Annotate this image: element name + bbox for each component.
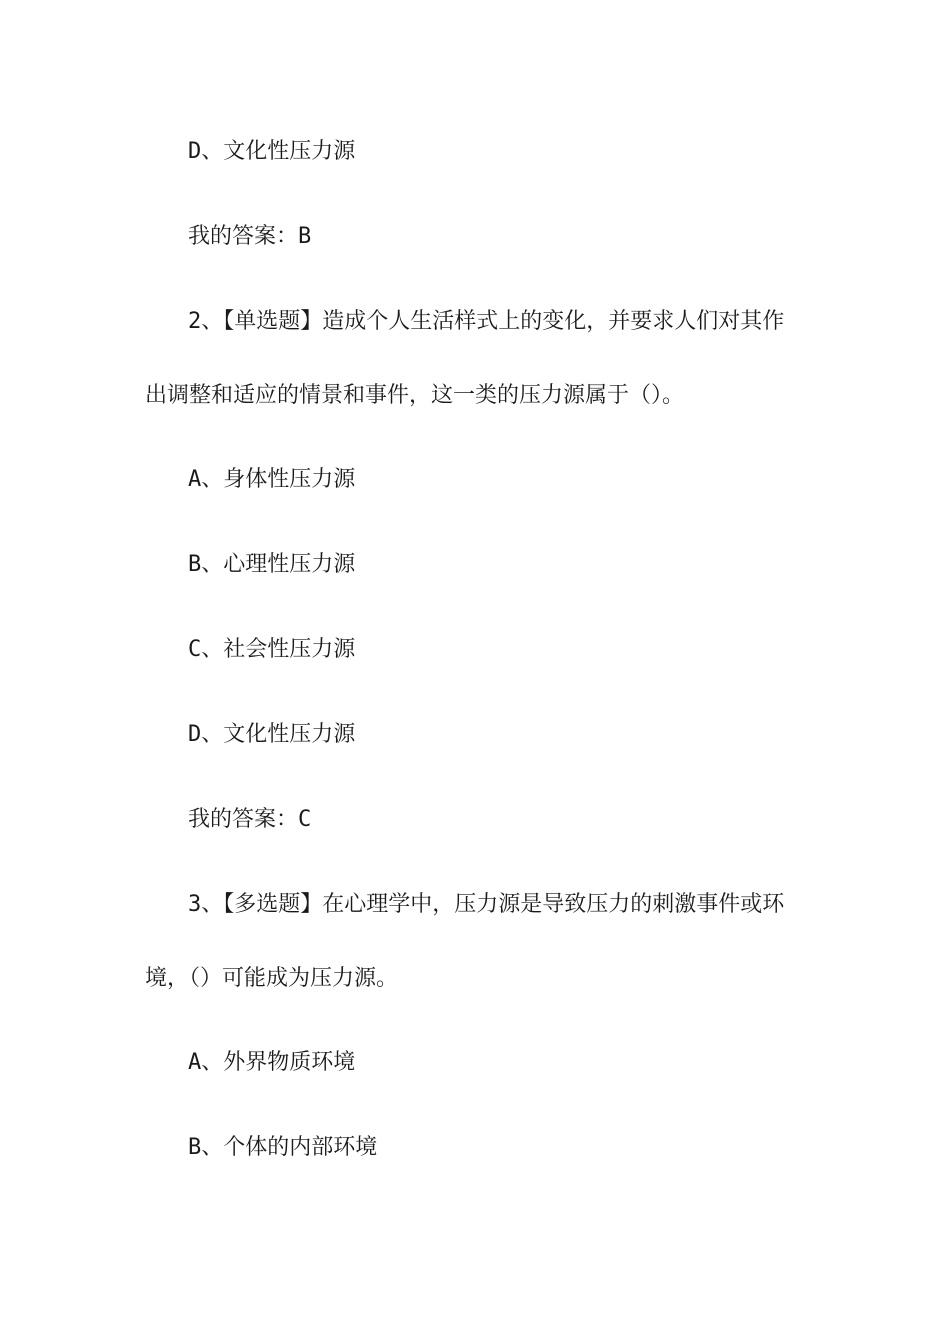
question-3-stem-line-1: 3、【多选题】在心理学中，压力源是导致压力的刺激事件或环 bbox=[188, 892, 785, 917]
question-2-option-a: A、身体性压力源 bbox=[188, 467, 356, 492]
question-2-answer: 我的答案：C bbox=[188, 807, 312, 832]
question-3-stem-line-2: 境，（）可能成为压力源。 bbox=[145, 966, 399, 991]
question-2-option-d: D、文化性压力源 bbox=[188, 722, 356, 747]
question-2-stem-line-2: 出调整和适应的情景和事件，这一类的压力源属于（）。 bbox=[145, 383, 685, 408]
question-2-option-c: C、社会性压力源 bbox=[188, 637, 356, 662]
prev-question-answer: 我的答案：B bbox=[188, 224, 312, 249]
question-2-option-b: B、心理性压力源 bbox=[188, 552, 356, 577]
question-3-option-b: B、个体的内部环境 bbox=[188, 1135, 378, 1160]
question-2-stem-line-1: 2、【单选题】造成个人生活样式上的变化，并要求人们对其作 bbox=[188, 309, 785, 334]
prev-question-option-d: D、文化性压力源 bbox=[188, 139, 356, 164]
question-3-option-a: A、外界物质环境 bbox=[188, 1050, 356, 1075]
